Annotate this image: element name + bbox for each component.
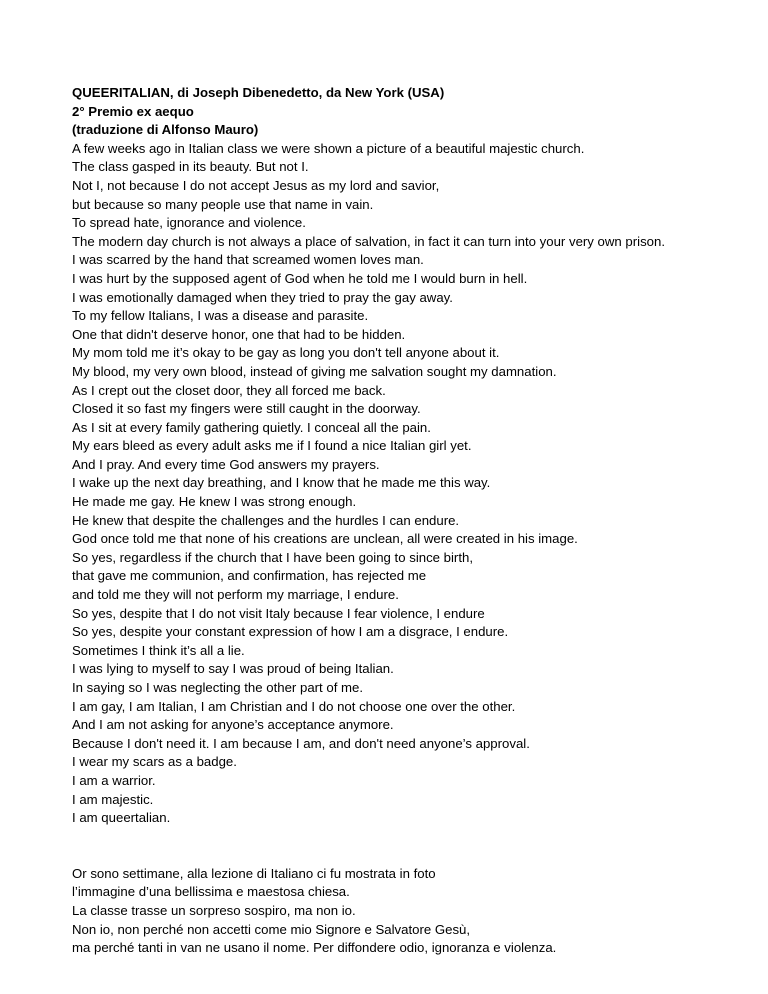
poem-line: As I crept out the closet door, they all forced me back. [72, 382, 386, 398]
poem-line: La classe trasse un sorpreso sospiro, ma non io. [72, 902, 356, 918]
document-page [72, 84, 712, 958]
poem-line: but because so many people use that name in vain. [72, 196, 374, 212]
poem-italian [72, 865, 712, 958]
poem-line: Sometimes I think it’s all a lie. [72, 642, 245, 658]
poem-line: I am majestic. [72, 791, 154, 807]
poem-line: I was hurt by the supposed agent of God when he told me I would burn in hell. [72, 270, 528, 286]
poem-line: To spread hate, ignorance and violence. [72, 215, 306, 231]
poem-line: One that didn't deserve honor, one that had to be hidden. [72, 326, 406, 342]
document-title: QUEERITALIAN, di Joseph Dibenedetto, da New York (USA) [72, 85, 445, 100]
poem-line: He made me gay. He knew I was strong enough. [72, 494, 357, 510]
poem-line: I am queertalian. [72, 810, 171, 826]
poem-line: Not I, not because I do not accept Jesus as my lord and savior, [72, 177, 440, 193]
poem-line: Non io, non perché non accetti come mio Signore e Salvatore Gesù, [72, 921, 471, 937]
poem-line: To my fellow Italians, I was a disease and parasite. [72, 308, 369, 324]
poem-line: I wear my scars as a badge. [72, 754, 237, 770]
poem-line: My mom told me it’s okay to be gay as long you don't tell anyone about it. [72, 345, 500, 361]
poem-line: I am gay, I am Italian, I am Christian and I do not choose one over the other. [72, 698, 516, 714]
poem-line: Or sono settimane, alla lezione di Italiano ci fu mostrata in foto [72, 865, 436, 881]
poem-line: And I am not asking for anyone’s acceptance anymore. [72, 717, 394, 733]
poem-line: My ears bleed as every adult asks me if I found a nice Italian girl yet. [72, 438, 472, 454]
poem-line: The modern day church is not always a place of salvation, in fact it can turn into your very own prison. [72, 233, 665, 249]
poem-line: I wake up the next day breathing, and I know that he made me this way. [72, 475, 491, 491]
poem-line: In saying so I was neglecting the other part of me. [72, 680, 364, 695]
poem-line: A few weeks ago in Italian class we were shown a picture of a beautiful majestic church. [72, 140, 585, 156]
poem-line: The class gasped in its beauty. But not I. [72, 159, 309, 175]
prize-line: 2° Premio ex aequo [72, 103, 194, 119]
poem-line: that gave me communion, and confirmation, has rejected me [72, 568, 427, 584]
poem-line: So yes, regardless if the church that I have been going to since birth, [72, 549, 473, 565]
section-spacer [72, 828, 712, 865]
translation-credit: (traduzione di Alfonso Mauro) [72, 122, 259, 138]
poem-line: And I pray. And every time God answers my prayers. [72, 456, 380, 472]
poem-line: I was scarred by the hand that screamed women loves man. [72, 252, 424, 268]
poem-line: Because I don't need it. I am because I am, and don't need anyone’s approval. [72, 735, 530, 751]
poem-line: ma perché tanti in van ne usano il nome. Per diffondere odio, ignoranza e violenza. [72, 940, 557, 956]
poem-line: I am a warrior. [72, 772, 156, 788]
poem-line: My blood, my very own blood, instead of giving me salvation sought my damnation. [72, 363, 557, 379]
poem-line: God once told me that none of his creations are unclean, all were created in his image. [72, 531, 578, 547]
poem-line: He knew that despite the challenges and the hurdles I can endure. [72, 512, 460, 528]
poem-english [72, 140, 712, 828]
poem-line: I was emotionally damaged when they tried to pray the gay away. [72, 289, 453, 305]
poem-line: Closed it so fast my fingers were still caught in the doorway. [72, 401, 421, 417]
poem-line: As I sit at every family gathering quietly. I conceal all the pain. [72, 419, 431, 435]
poem-line: So yes, despite your constant expression of how I am a disgrace, I endure. [72, 624, 509, 640]
poem-line: So yes, despite that I do not visit Italy because I fear violence, I endure [72, 605, 485, 621]
poem-line: l’immagine d’una bellissima e maestosa chiesa. [72, 884, 350, 900]
poem-line: and told me they will not perform my marriage, I endure. [72, 587, 399, 603]
poem-line: I was lying to myself to say I was proud of being Italian. [72, 661, 394, 677]
